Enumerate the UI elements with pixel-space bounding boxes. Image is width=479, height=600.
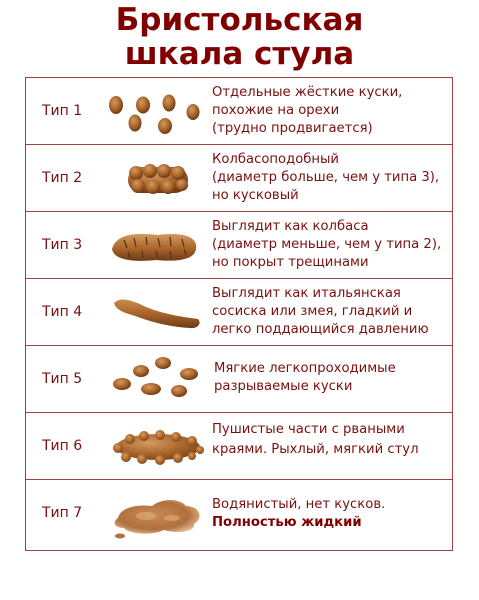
type-label: Тип 5 — [42, 371, 83, 387]
desc-line: сосиска или змея, гладкий и — [212, 304, 413, 319]
bristol-scale-table — [25, 77, 453, 551]
type-label: Тип 2 — [42, 170, 83, 186]
desc-line: (диаметр больше, чем у типа 3), — [212, 170, 440, 185]
type-description — [214, 360, 458, 396]
desc-line: Выглядит как итальянская — [212, 286, 401, 301]
type-description — [212, 496, 456, 532]
desc-line: разрываемые куски — [214, 379, 353, 394]
type-label: Тип 6 — [42, 438, 83, 454]
desc-line: легко поддающийся давлению — [212, 322, 429, 337]
stool-type-7-illustration — [106, 484, 211, 542]
type-description — [212, 84, 456, 138]
desc-line: (диаметр меньше, чем у типа 2), — [212, 237, 442, 252]
title-line-1: Бристольская — [115, 2, 364, 38]
scale-row-type-6 — [26, 413, 452, 480]
desc-line: Отдельные жёсткие куски, — [212, 85, 403, 100]
type-label: Тип 1 — [42, 103, 83, 119]
desc-line: Колбасоподобный — [212, 152, 340, 167]
type-label: Тип 4 — [42, 304, 83, 320]
desc-line-bold: Полностью жидкий — [212, 515, 362, 530]
desc-line: краями. Рыхлый, мягкий стул — [212, 442, 419, 457]
desc-line: Выглядит как колбаса — [212, 219, 369, 234]
type-label: Тип 3 — [42, 237, 83, 253]
scale-row-type-5 — [26, 346, 452, 413]
stool-type-6-illustration — [106, 417, 211, 475]
desc-line: но покрыт трещинами — [212, 255, 369, 270]
stool-type-3-illustration — [106, 216, 211, 274]
desc-line: Водянистый, нет кусков. — [212, 497, 386, 512]
scale-row-type-2 — [26, 145, 452, 212]
type-description — [212, 151, 456, 205]
desc-line: но кусковый — [212, 188, 299, 203]
scale-row-type-7 — [26, 480, 452, 550]
desc-line: Пушистые части с рваными — [212, 422, 405, 437]
desc-line: похожие на орехи — [212, 103, 340, 118]
scale-row-type-4 — [26, 279, 452, 346]
page-title — [0, 3, 479, 71]
stool-type-4-illustration — [106, 283, 211, 341]
title-line-2: шкала стула — [124, 36, 355, 72]
scale-row-type-1 — [26, 78, 452, 145]
type-description — [212, 421, 456, 459]
type-description — [212, 285, 456, 339]
stool-type-1-illustration — [106, 82, 211, 140]
desc-line: Мягкие легкопроходимые — [214, 361, 396, 376]
type-description — [212, 218, 456, 272]
scale-row-type-3 — [26, 212, 452, 279]
desc-line: (трудно продвигается) — [212, 121, 373, 136]
type-label: Тип 7 — [42, 505, 83, 521]
stool-type-5-illustration — [106, 350, 211, 408]
stool-type-2-illustration — [106, 149, 211, 207]
